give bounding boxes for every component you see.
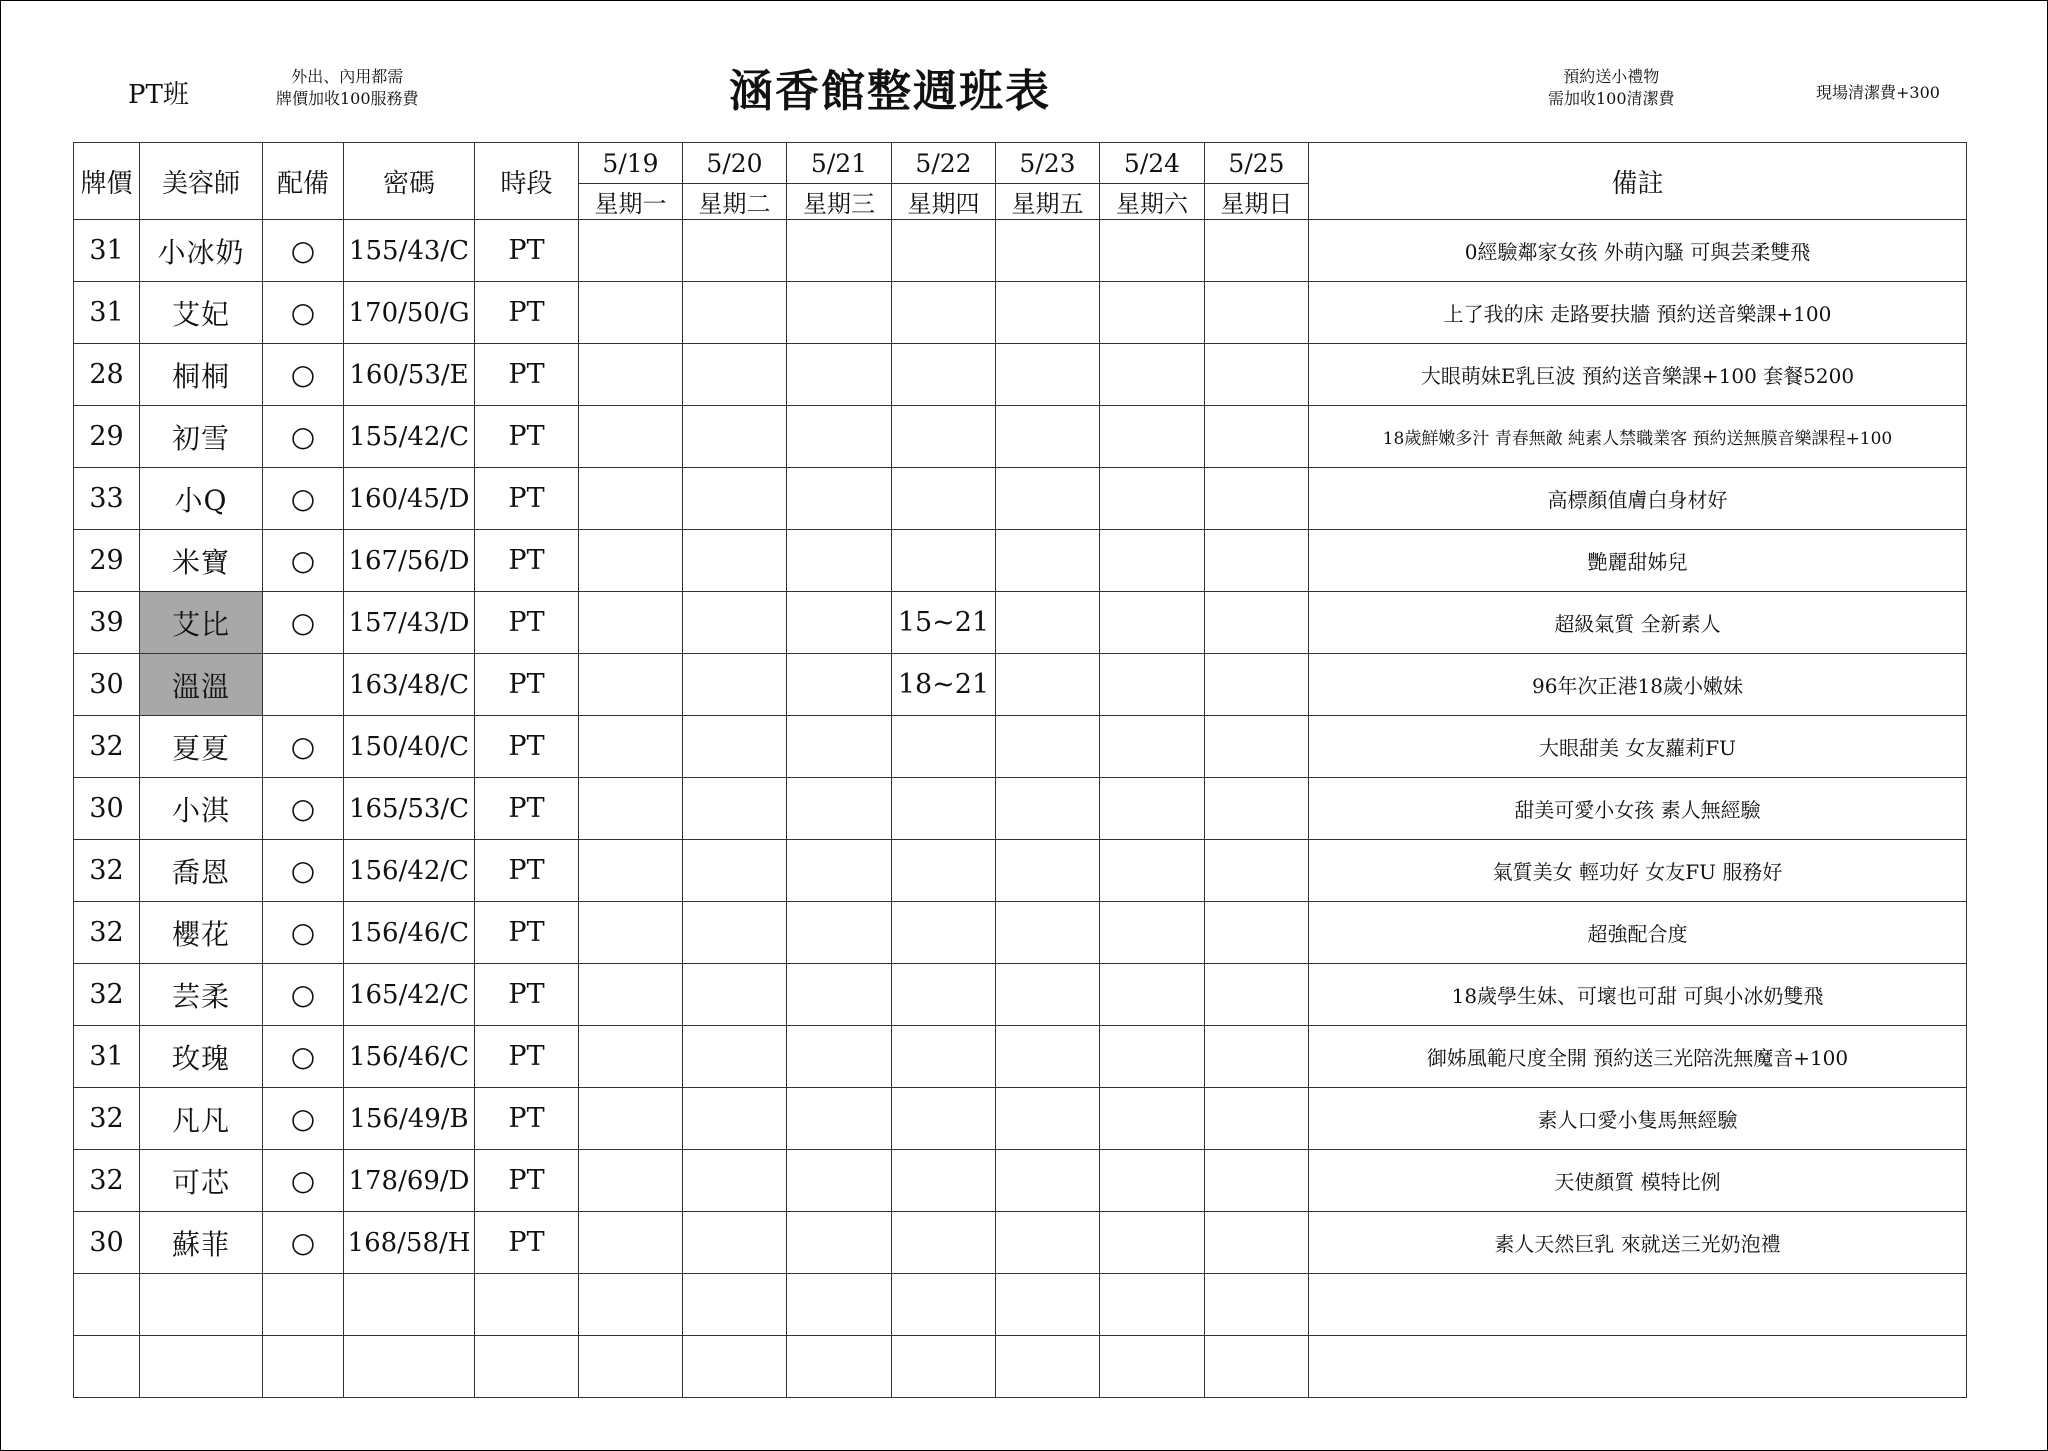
- beautician-name-cell: [140, 1274, 263, 1336]
- equip-cell: ○: [263, 964, 344, 1026]
- schedule-day-cell: [1205, 530, 1309, 592]
- page-title: 涵香館整週班表: [729, 66, 1051, 117]
- col-header-date: 5/23: [996, 143, 1100, 184]
- code-cell: 167/56/D: [344, 530, 475, 592]
- beautician-name-cell: 芸柔: [140, 964, 263, 1026]
- col-header-date: 5/21: [787, 143, 892, 184]
- schedule-day-cell: [683, 1212, 787, 1274]
- code-cell: 160/45/D: [344, 468, 475, 530]
- slot-cell: PT: [475, 282, 579, 344]
- schedule-day-cell: [996, 592, 1100, 654]
- table-row: [74, 1274, 1967, 1336]
- col-header-date: 5/22: [892, 143, 996, 184]
- schedule-day-cell: [892, 1150, 996, 1212]
- table-row: [74, 654, 1967, 716]
- slot-cell: PT: [475, 902, 579, 964]
- col-header-date: 5/19: [579, 143, 683, 184]
- col-header-date: 5/20: [683, 143, 787, 184]
- col-header-equip: 配備: [263, 143, 344, 220]
- price-cell: 30: [74, 1212, 140, 1274]
- schedule-day-cell: [579, 592, 683, 654]
- schedule-day-cell: [683, 468, 787, 530]
- slot-cell: [475, 1336, 579, 1398]
- code-cell: 165/53/C: [344, 778, 475, 840]
- schedule-body: [74, 220, 1967, 1398]
- price-cell: 31: [74, 220, 140, 282]
- col-header-date: 5/25: [1205, 143, 1309, 184]
- schedule-table: [73, 142, 1967, 1398]
- beautician-name-cell: 初雪: [140, 406, 263, 468]
- schedule-day-cell: [683, 1026, 787, 1088]
- schedule-day-cell: [1100, 344, 1205, 406]
- code-cell: 168/58/H: [344, 1212, 475, 1274]
- schedule-day-cell: [1205, 468, 1309, 530]
- schedule-day-cell: [787, 1088, 892, 1150]
- equip-cell: ○: [263, 778, 344, 840]
- schedule-day-cell: [579, 468, 683, 530]
- remark-cell: 艷麗甜姊兒: [1309, 530, 1967, 592]
- schedule-day-cell: [1205, 1212, 1309, 1274]
- schedule-day-cell: [1205, 220, 1309, 282]
- slot-cell: PT: [475, 220, 579, 282]
- schedule-day-cell: [683, 654, 787, 716]
- table-row: [74, 778, 1967, 840]
- beautician-name-cell: [140, 1336, 263, 1398]
- remark-cell: 天使顏質 模特比例: [1309, 1150, 1967, 1212]
- remark-cell: 甜美可愛小女孩 素人無經驗: [1309, 778, 1967, 840]
- schedule-day-cell: [683, 716, 787, 778]
- col-header-code: 密碼: [344, 143, 475, 220]
- equip-cell: ○: [263, 1088, 344, 1150]
- schedule-day-cell: [787, 1150, 892, 1212]
- table-row: [74, 902, 1967, 964]
- table-row: [74, 964, 1967, 1026]
- remark-cell: [1309, 1336, 1967, 1398]
- col-header-weekday: 星期四: [892, 184, 996, 220]
- schedule-day-cell: [1100, 654, 1205, 716]
- remark-cell: 氣質美女 輕功好 女友FU 服務好: [1309, 840, 1967, 902]
- price-cell: 32: [74, 1088, 140, 1150]
- schedule-day-cell: [996, 406, 1100, 468]
- price-cell: 33: [74, 468, 140, 530]
- schedule-day-cell: [1205, 282, 1309, 344]
- schedule-day-cell: [996, 654, 1100, 716]
- remark-cell: 大眼萌妹E乳巨波 預約送音樂課+100 套餐5200: [1309, 344, 1967, 406]
- schedule-day-cell: [1100, 716, 1205, 778]
- beautician-name-cell: 喬恩: [140, 840, 263, 902]
- schedule-day-cell: [996, 1336, 1100, 1398]
- col-header-weekday: 星期三: [787, 184, 892, 220]
- schedule-day-cell: [579, 840, 683, 902]
- table-row: [74, 716, 1967, 778]
- table-row: [74, 530, 1967, 592]
- remark-cell: 超級氣質 全新素人: [1309, 592, 1967, 654]
- slot-cell: [475, 1274, 579, 1336]
- table-row: [74, 468, 1967, 530]
- code-cell: 178/69/D: [344, 1150, 475, 1212]
- schedule-day-cell: 18~21: [892, 654, 996, 716]
- slot-cell: PT: [475, 530, 579, 592]
- code-cell: 150/40/C: [344, 716, 475, 778]
- schedule-day-cell: [1100, 964, 1205, 1026]
- schedule-day-cell: [579, 530, 683, 592]
- schedule-day-cell: [683, 778, 787, 840]
- remark-cell: 大眼甜美 女友蘿莉FU: [1309, 716, 1967, 778]
- schedule-day-cell: [1100, 468, 1205, 530]
- schedule-day-cell: [787, 282, 892, 344]
- schedule-day-cell: [996, 1212, 1100, 1274]
- schedule-day-cell: [892, 344, 996, 406]
- schedule-day-cell: [1205, 716, 1309, 778]
- table-row: [74, 406, 1967, 468]
- price-cell: 29: [74, 406, 140, 468]
- slot-cell: PT: [475, 654, 579, 716]
- code-cell: 170/50/G: [344, 282, 475, 344]
- slot-cell: PT: [475, 468, 579, 530]
- schedule-day-cell: [579, 964, 683, 1026]
- schedule-day-cell: [1100, 1274, 1205, 1336]
- schedule-day-cell: [1100, 902, 1205, 964]
- schedule-day-cell: [996, 1150, 1100, 1212]
- slot-cell: PT: [475, 716, 579, 778]
- schedule-day-cell: [1205, 1088, 1309, 1150]
- beautician-name-cell: 夏夏: [140, 716, 263, 778]
- schedule-day-cell: [787, 220, 892, 282]
- remark-cell: 上了我的床 走路要扶牆 預約送音樂課+100: [1309, 282, 1967, 344]
- schedule-day-cell: [892, 1336, 996, 1398]
- beautician-name-cell: 小冰奶: [140, 220, 263, 282]
- schedule-day-cell: [787, 468, 892, 530]
- schedule-day-cell: [996, 778, 1100, 840]
- price-cell: 30: [74, 778, 140, 840]
- schedule-day-cell: [787, 964, 892, 1026]
- table-row: [74, 1026, 1967, 1088]
- schedule-day-cell: [1100, 1150, 1205, 1212]
- beautician-name-cell: 艾妃: [140, 282, 263, 344]
- remark-cell: [1309, 1274, 1967, 1336]
- code-cell: 163/48/C: [344, 654, 475, 716]
- col-header-date: 5/24: [1100, 143, 1205, 184]
- schedule-day-cell: [996, 1274, 1100, 1336]
- schedule-day-cell: [579, 282, 683, 344]
- code-cell: 156/46/C: [344, 902, 475, 964]
- equip-cell: ○: [263, 530, 344, 592]
- schedule-day-cell: [579, 1336, 683, 1398]
- schedule-day-cell: [996, 344, 1100, 406]
- schedule-day-cell: [787, 716, 892, 778]
- schedule-day-cell: [1205, 1150, 1309, 1212]
- price-cell: 31: [74, 282, 140, 344]
- schedule-day-cell: [1100, 778, 1205, 840]
- schedule-day-cell: [787, 778, 892, 840]
- code-cell: 156/49/B: [344, 1088, 475, 1150]
- schedule-day-cell: [892, 282, 996, 344]
- table-row: [74, 1150, 1967, 1212]
- remark-cell: 0經驗鄰家女孩 外萌內騷 可與芸柔雙飛: [1309, 220, 1967, 282]
- schedule-day-cell: [892, 840, 996, 902]
- schedule-day-cell: [683, 964, 787, 1026]
- schedule-day-cell: [683, 840, 787, 902]
- table-row: [74, 1212, 1967, 1274]
- schedule-day-cell: [1100, 282, 1205, 344]
- schedule-day-cell: [1100, 1088, 1205, 1150]
- table-row: [74, 282, 1967, 344]
- col-header-slot: 時段: [475, 143, 579, 220]
- table-row: [74, 592, 1967, 654]
- slot-cell: PT: [475, 1212, 579, 1274]
- schedule-day-cell: [892, 406, 996, 468]
- schedule-day-cell: [787, 902, 892, 964]
- schedule-day-cell: [892, 1088, 996, 1150]
- schedule-day-cell: [996, 1088, 1100, 1150]
- schedule-day-cell: [1205, 902, 1309, 964]
- beautician-name-cell: 溫溫: [140, 654, 263, 716]
- schedule-day-cell: [683, 406, 787, 468]
- schedule-day-cell: [683, 530, 787, 592]
- schedule-day-cell: [1100, 530, 1205, 592]
- col-header-weekday: 星期二: [683, 184, 787, 220]
- schedule-day-cell: [892, 1026, 996, 1088]
- price-cell: 32: [74, 840, 140, 902]
- price-cell: 28: [74, 344, 140, 406]
- schedule-day-cell: [787, 1274, 892, 1336]
- schedule-day-cell: [683, 344, 787, 406]
- price-cell: 32: [74, 902, 140, 964]
- schedule-day-cell: [579, 220, 683, 282]
- equip-cell: ○: [263, 902, 344, 964]
- slot-cell: PT: [475, 1026, 579, 1088]
- remark-cell: 超強配合度: [1309, 902, 1967, 964]
- slot-cell: PT: [475, 344, 579, 406]
- equip-cell: [263, 654, 344, 716]
- schedule-day-cell: [787, 654, 892, 716]
- schedule-day-cell: [787, 1212, 892, 1274]
- equip-cell: [263, 1274, 344, 1336]
- col-header-weekday: 星期五: [996, 184, 1100, 220]
- table-row: [74, 1336, 1967, 1398]
- schedule-day-cell: [579, 716, 683, 778]
- schedule-day-cell: [1205, 840, 1309, 902]
- schedule-day-cell: [892, 902, 996, 964]
- schedule-day-cell: [1205, 654, 1309, 716]
- schedule-day-cell: [996, 282, 1100, 344]
- schedule-day-cell: [1205, 1274, 1309, 1336]
- schedule-day-cell: [1100, 840, 1205, 902]
- code-cell: 165/42/C: [344, 964, 475, 1026]
- schedule-day-cell: [579, 902, 683, 964]
- equip-cell: ○: [263, 468, 344, 530]
- table-row: [74, 220, 1967, 282]
- beautician-name-cell: 櫻花: [140, 902, 263, 964]
- schedule-day-cell: [579, 1274, 683, 1336]
- equip-cell: ○: [263, 220, 344, 282]
- schedule-day-cell: [1100, 1026, 1205, 1088]
- remark-cell: 御姊風範尺度全開 預約送三光陪洗無魔音+100: [1309, 1026, 1967, 1088]
- schedule-day-cell: [1100, 406, 1205, 468]
- col-header-remark: 備註: [1309, 143, 1967, 220]
- slot-cell: PT: [475, 778, 579, 840]
- gift-note-line-2: 需加收100清潔費: [1548, 88, 1675, 108]
- price-cell: 32: [74, 1150, 140, 1212]
- beautician-name-cell: 可芯: [140, 1150, 263, 1212]
- gift-note: [1548, 66, 1675, 109]
- schedule-day-cell: [892, 716, 996, 778]
- price-cell: 32: [74, 716, 140, 778]
- code-cell: 160/53/E: [344, 344, 475, 406]
- col-header-weekday: 星期六: [1100, 184, 1205, 220]
- slot-cell: PT: [475, 592, 579, 654]
- col-header-weekday: 星期日: [1205, 184, 1309, 220]
- schedule-day-cell: [787, 1336, 892, 1398]
- schedule-day-cell: [579, 1088, 683, 1150]
- price-cell: 31: [74, 1026, 140, 1088]
- code-cell: 156/42/C: [344, 840, 475, 902]
- remark-cell: 18歲學生妹、可壞也可甜 可與小冰奶雙飛: [1309, 964, 1967, 1026]
- schedule-day-cell: [1205, 1336, 1309, 1398]
- schedule-day-cell: [579, 406, 683, 468]
- equip-cell: ○: [263, 406, 344, 468]
- schedule-day-cell: [892, 1212, 996, 1274]
- slot-cell: PT: [475, 406, 579, 468]
- price-cell: [74, 1274, 140, 1336]
- schedule-day-cell: [787, 840, 892, 902]
- price-cell: 30: [74, 654, 140, 716]
- code-cell: 156/46/C: [344, 1026, 475, 1088]
- price-cell: 39: [74, 592, 140, 654]
- equip-cell: ○: [263, 592, 344, 654]
- remark-cell: 18歲鮮嫩多汁 青春無敵 純素人禁職業客 預約送無膜音樂課程+100: [1309, 406, 1967, 468]
- beautician-name-cell: 艾比: [140, 592, 263, 654]
- schedule-day-cell: [683, 1274, 787, 1336]
- schedule-day-cell: [892, 468, 996, 530]
- schedule-day-cell: [996, 468, 1100, 530]
- beautician-name-cell: 凡凡: [140, 1088, 263, 1150]
- schedule-day-cell: 15~21: [892, 592, 996, 654]
- schedule-day-cell: [892, 778, 996, 840]
- schedule-day-cell: [1205, 592, 1309, 654]
- equip-cell: ○: [263, 344, 344, 406]
- beautician-name-cell: 蘇菲: [140, 1212, 263, 1274]
- schedule-day-cell: [787, 1026, 892, 1088]
- schedule-day-cell: [892, 530, 996, 592]
- col-header-weekday: 星期一: [579, 184, 683, 220]
- code-cell: [344, 1274, 475, 1336]
- beautician-name-cell: 米寶: [140, 530, 263, 592]
- class-label: PT班: [128, 80, 189, 110]
- equip-cell: ○: [263, 1150, 344, 1212]
- schedule-day-cell: [683, 220, 787, 282]
- schedule-day-cell: [787, 406, 892, 468]
- schedule-day-cell: [683, 1088, 787, 1150]
- schedule-day-cell: [1100, 220, 1205, 282]
- code-cell: 155/42/C: [344, 406, 475, 468]
- beautician-name-cell: 桐桐: [140, 344, 263, 406]
- schedule-day-cell: [1100, 1212, 1205, 1274]
- schedule-day-cell: [787, 344, 892, 406]
- schedule-day-cell: [683, 282, 787, 344]
- remark-cell: 素人天然巨乳 來就送三光奶泡禮: [1309, 1212, 1967, 1274]
- table-row: [74, 344, 1967, 406]
- schedule-day-cell: [683, 1150, 787, 1212]
- equip-cell: ○: [263, 1026, 344, 1088]
- table-row: [74, 1088, 1967, 1150]
- price-cell: [74, 1336, 140, 1398]
- col-header-name: 美容師: [140, 143, 263, 220]
- schedule-day-cell: [996, 530, 1100, 592]
- code-cell: 155/43/C: [344, 220, 475, 282]
- schedule-day-cell: [579, 654, 683, 716]
- beautician-name-cell: 玫瑰: [140, 1026, 263, 1088]
- schedule-day-cell: [996, 840, 1100, 902]
- code-cell: 157/43/D: [344, 592, 475, 654]
- col-header-price: 牌價: [74, 143, 140, 220]
- equip-cell: [263, 1336, 344, 1398]
- price-cell: 32: [74, 964, 140, 1026]
- cleaning-fee-note: 現場清潔費+300: [1816, 83, 1940, 102]
- schedule-day-cell: [1205, 778, 1309, 840]
- schedule-day-cell: [892, 964, 996, 1026]
- remark-cell: 素人口愛小隻馬無經驗: [1309, 1088, 1967, 1150]
- schedule-day-cell: [579, 1150, 683, 1212]
- schedule-day-cell: [579, 778, 683, 840]
- schedule-day-cell: [996, 964, 1100, 1026]
- schedule-day-cell: [996, 902, 1100, 964]
- schedule-day-cell: [1205, 964, 1309, 1026]
- schedule-day-cell: [1205, 344, 1309, 406]
- slot-cell: PT: [475, 1150, 579, 1212]
- price-cell: 29: [74, 530, 140, 592]
- schedule-day-cell: [996, 1026, 1100, 1088]
- schedule-day-cell: [683, 1336, 787, 1398]
- gift-note-line-1: 預約送小禮物: [1563, 67, 1660, 86]
- schedule-day-cell: [1205, 1026, 1309, 1088]
- schedule-day-cell: [996, 220, 1100, 282]
- equip-cell: ○: [263, 1212, 344, 1274]
- schedule-day-cell: [683, 902, 787, 964]
- schedule-day-cell: [1100, 1336, 1205, 1398]
- equip-cell: ○: [263, 840, 344, 902]
- schedule-day-cell: [787, 592, 892, 654]
- schedule-day-cell: [996, 716, 1100, 778]
- schedule-day-cell: [579, 1212, 683, 1274]
- remark-cell: 96年次正港18歲小嫩妹: [1309, 654, 1967, 716]
- schedule-day-cell: [892, 220, 996, 282]
- beautician-name-cell: 小Q: [140, 468, 263, 530]
- service-fee-note-line-2: 牌價加收100服務費: [276, 88, 419, 108]
- table-row: [74, 840, 1967, 902]
- code-cell: [344, 1336, 475, 1398]
- schedule-day-cell: [579, 1026, 683, 1088]
- schedule-day-cell: [683, 592, 787, 654]
- service-fee-note-line-1: 外出、內用都需: [291, 67, 404, 86]
- remark-cell: 高標顏值膚白身材好: [1309, 468, 1967, 530]
- slot-cell: PT: [475, 964, 579, 1026]
- schedule-day-cell: [892, 1274, 996, 1336]
- equip-cell: ○: [263, 282, 344, 344]
- schedule-day-cell: [1205, 406, 1309, 468]
- schedule-day-cell: [787, 530, 892, 592]
- schedule-day-cell: [579, 344, 683, 406]
- slot-cell: PT: [475, 1088, 579, 1150]
- slot-cell: PT: [475, 840, 579, 902]
- equip-cell: ○: [263, 716, 344, 778]
- schedule-day-cell: [1100, 592, 1205, 654]
- beautician-name-cell: 小淇: [140, 778, 263, 840]
